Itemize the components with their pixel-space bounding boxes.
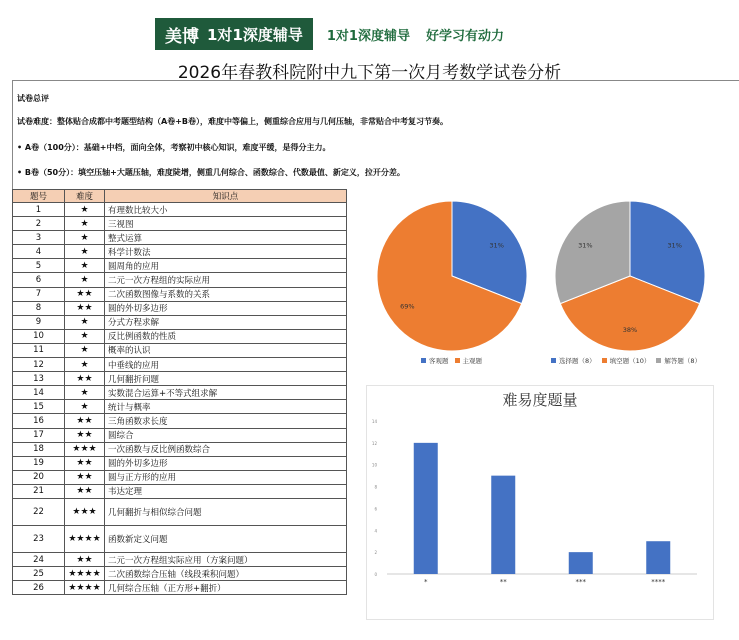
knowledge-point: 概率的认识 — [105, 343, 347, 357]
table-row — [13, 581, 347, 595]
knowledge-point: 圆与正方形的应用 — [105, 470, 347, 484]
question-number: 3 — [13, 231, 65, 245]
table-row — [13, 315, 347, 329]
knowledge-point: 整式运算 — [105, 231, 347, 245]
difficulty-stars: ★★ — [65, 372, 105, 386]
knowledge-point: 统计与概率 — [105, 400, 347, 414]
table-row — [13, 231, 347, 245]
knowledge-point: 中垂线的应用 — [105, 358, 347, 372]
knowledge-point: 函数新定义问题 — [105, 525, 347, 552]
question-number: 9 — [13, 315, 65, 329]
pie-slice-label: 69% — [400, 302, 415, 311]
y-tick-label: 12 — [371, 440, 377, 446]
knowledge-point: 反比例函数的性质 — [105, 329, 347, 343]
legend-label: 解答题（8） — [664, 357, 702, 365]
difficulty-stars: ★ — [65, 245, 105, 259]
y-tick-label: 0 — [374, 572, 377, 577]
knowledge-point: 科学计数法 — [105, 245, 347, 259]
banner — [155, 18, 504, 50]
pie-slice-label: 38% — [622, 326, 638, 334]
table-row — [13, 372, 347, 386]
question-number: 4 — [13, 245, 65, 259]
knowledge-point: 圆周角的应用 — [105, 259, 347, 273]
pie-legend-question-types — [545, 356, 701, 365]
pie-svg-question-types — [550, 200, 710, 352]
summary-b-paper: • B卷（50分）：填空压轴+大题压轴，难度陡增，侧重几何综合、函数综合、代数最值、新定义，拉开分差。 — [17, 168, 405, 177]
difficulty-stars: ★★★★ — [65, 567, 105, 581]
x-tick-label: * — [424, 578, 428, 586]
difficulty-stars: ★★★ — [65, 498, 105, 525]
knowledge-point: 几何翻折问题 — [105, 372, 347, 386]
knowledge-point: 二元一次方程组的实际应用 — [105, 273, 347, 287]
question-number: 10 — [13, 329, 65, 343]
table-row — [13, 259, 347, 273]
difficulty-stars: ★★ — [65, 414, 105, 428]
table-row — [13, 525, 347, 552]
pie-chart-objective — [372, 200, 532, 352]
difficulty-stars: ★★ — [65, 484, 105, 498]
table-row — [13, 287, 347, 301]
y-tick-label: 10 — [371, 462, 377, 468]
x-tick-label: ** — [499, 578, 507, 586]
table-row — [13, 301, 347, 315]
difficulty-stars: ★ — [65, 203, 105, 217]
knowledge-point: 一次函数与反比例函数综合 — [105, 442, 347, 456]
question-number: 21 — [13, 484, 65, 498]
table-row — [13, 552, 347, 566]
difficulty-stars: ★ — [65, 231, 105, 245]
pie-legend-objective — [415, 356, 482, 365]
difficulty-stars: ★ — [65, 259, 105, 273]
difficulty-stars: ★★ — [65, 287, 105, 301]
knowledge-point: 几何翻折与相似综合问题 — [105, 498, 347, 525]
table-row — [13, 484, 347, 498]
table-row — [13, 567, 347, 581]
header-number: 题号 — [13, 190, 65, 203]
table-row — [13, 203, 347, 217]
question-number: 19 — [13, 456, 65, 470]
table-row — [13, 400, 347, 414]
pie-slice-label: 31% — [667, 241, 682, 250]
header-topic: 知识点 — [105, 190, 347, 203]
legend-label: 主观题 — [462, 357, 482, 365]
knowledge-point: 圆的外切多边形 — [105, 456, 347, 470]
question-number: 17 — [13, 428, 65, 442]
question-number: 12 — [13, 358, 65, 372]
brand-tagline: 1对1深度辅导 — [207, 25, 303, 44]
question-number: 5 — [13, 259, 65, 273]
difficulty-stars: ★★★★ — [65, 581, 105, 595]
knowledge-point: 圆综合 — [105, 428, 347, 442]
y-tick-label: 8 — [374, 484, 377, 490]
bar — [491, 476, 515, 574]
bar-svg — [367, 386, 713, 619]
difficulty-stars: ★ — [65, 358, 105, 372]
y-tick-label: 4 — [374, 528, 377, 534]
difficulty-stars: ★ — [65, 273, 105, 287]
difficulty-stars: ★ — [65, 400, 105, 414]
pie-slice-label: 31% — [578, 241, 593, 250]
y-tick-label: 2 — [374, 550, 377, 556]
question-number: 15 — [13, 400, 65, 414]
knowledge-point: 二次函数综合压轴（线段乘积问题） — [105, 567, 347, 581]
summary-heading: 试卷总评 — [17, 94, 49, 103]
y-tick-label: 14 — [371, 419, 377, 424]
slogan-secondary: 好学习有动力 — [425, 28, 504, 44]
summary-difficulty: 试卷难度：整体贴合成都中考题型结构（A卷+B卷），难度中等偏上，侧重综合应用与几何压轴，非常贴合中考复习节奏。 — [17, 117, 448, 126]
question-number: 24 — [13, 552, 65, 566]
difficulty-stars: ★★★ — [65, 442, 105, 456]
question-number: 1 — [13, 203, 65, 217]
question-number: 20 — [13, 470, 65, 484]
knowledge-point: 分式方程求解 — [105, 315, 347, 329]
question-number: 22 — [13, 498, 65, 525]
legend-swatch — [421, 358, 426, 363]
question-number: 7 — [13, 287, 65, 301]
legend-swatch — [455, 358, 460, 363]
brand-box — [155, 18, 313, 50]
question-number: 13 — [13, 372, 65, 386]
difficulty-stars: ★ — [65, 329, 105, 343]
table-row — [13, 456, 347, 470]
legend-swatch — [551, 358, 556, 363]
table-row — [13, 245, 347, 259]
table-row — [13, 329, 347, 343]
question-number: 18 — [13, 442, 65, 456]
knowledge-point: 实数混合运算+不等式组求解 — [105, 386, 347, 400]
header-difficulty: 难度 — [65, 190, 105, 203]
page-title: 2026年春教科院附中九下第一次月考数学试卷分析 — [177, 63, 562, 83]
legend-swatch — [656, 358, 661, 363]
legend-label: 填空题（10） — [609, 357, 651, 365]
bar — [569, 552, 593, 574]
knowledge-point: 几何综合压轴（正方形+翻折） — [105, 581, 347, 595]
slogan: 1对1深度辅导 — [326, 28, 410, 44]
difficulty-stars: ★★★★ — [65, 525, 105, 552]
summary-section — [12, 80, 739, 189]
table-row — [13, 343, 347, 357]
x-tick-label: *** — [575, 578, 586, 586]
bar — [646, 541, 670, 574]
knowledge-point: 三角函数求长度 — [105, 414, 347, 428]
table-row — [13, 498, 347, 525]
knowledge-point: 二次函数图像与系数的关系 — [105, 287, 347, 301]
knowledge-point: 圆的外切多边形 — [105, 301, 347, 315]
question-number: 11 — [13, 343, 65, 357]
difficulty-stars: ★★ — [65, 470, 105, 484]
table-row — [13, 273, 347, 287]
knowledge-point: 韦达定理 — [105, 484, 347, 498]
question-number: 23 — [13, 525, 65, 552]
table-row — [13, 470, 347, 484]
legend-swatch — [602, 358, 607, 363]
x-tick-label: **** — [651, 578, 666, 586]
question-number: 25 — [13, 567, 65, 581]
question-number: 14 — [13, 386, 65, 400]
brand-logo: 美博 — [165, 26, 199, 47]
difficulty-stars: ★★ — [65, 301, 105, 315]
knowledge-table — [12, 189, 347, 595]
table-row — [13, 414, 347, 428]
question-number: 16 — [13, 414, 65, 428]
pie-slice-label: 31% — [489, 241, 504, 250]
bar-chart-title: 难易度题量 — [502, 391, 578, 409]
table-row — [13, 217, 347, 231]
difficulty-stars: ★ — [65, 386, 105, 400]
knowledge-point: 二元一次方程组实际应用（方案问题） — [105, 552, 347, 566]
bar — [414, 443, 438, 574]
difficulty-stars: ★★ — [65, 456, 105, 470]
bar-chart-difficulty — [366, 385, 714, 620]
table-row — [13, 428, 347, 442]
difficulty-stars: ★ — [65, 217, 105, 231]
question-number: 8 — [13, 301, 65, 315]
difficulty-stars: ★★ — [65, 428, 105, 442]
table-row — [13, 442, 347, 456]
question-number: 2 — [13, 217, 65, 231]
y-tick-label: 6 — [374, 506, 377, 512]
question-number: 6 — [13, 273, 65, 287]
difficulty-stars: ★★ — [65, 552, 105, 566]
summary-a-paper: • A卷（100分）：基础+中档，面向全体，考察初中核心知识，难度平缓，是得分主力。 — [17, 143, 331, 152]
pie-svg-objective — [372, 200, 532, 352]
knowledge-point: 三视图 — [105, 217, 347, 231]
difficulty-stars: ★ — [65, 343, 105, 357]
pie-chart-question-types — [550, 200, 710, 352]
legend-label: 客观题 — [429, 357, 449, 365]
legend-label: 选择题（8） — [559, 357, 596, 365]
table-row — [13, 358, 347, 372]
difficulty-stars: ★ — [65, 315, 105, 329]
table-row — [13, 386, 347, 400]
knowledge-point: 有理数比较大小 — [105, 203, 347, 217]
question-number: 26 — [13, 581, 65, 595]
table-header-row — [13, 190, 347, 203]
